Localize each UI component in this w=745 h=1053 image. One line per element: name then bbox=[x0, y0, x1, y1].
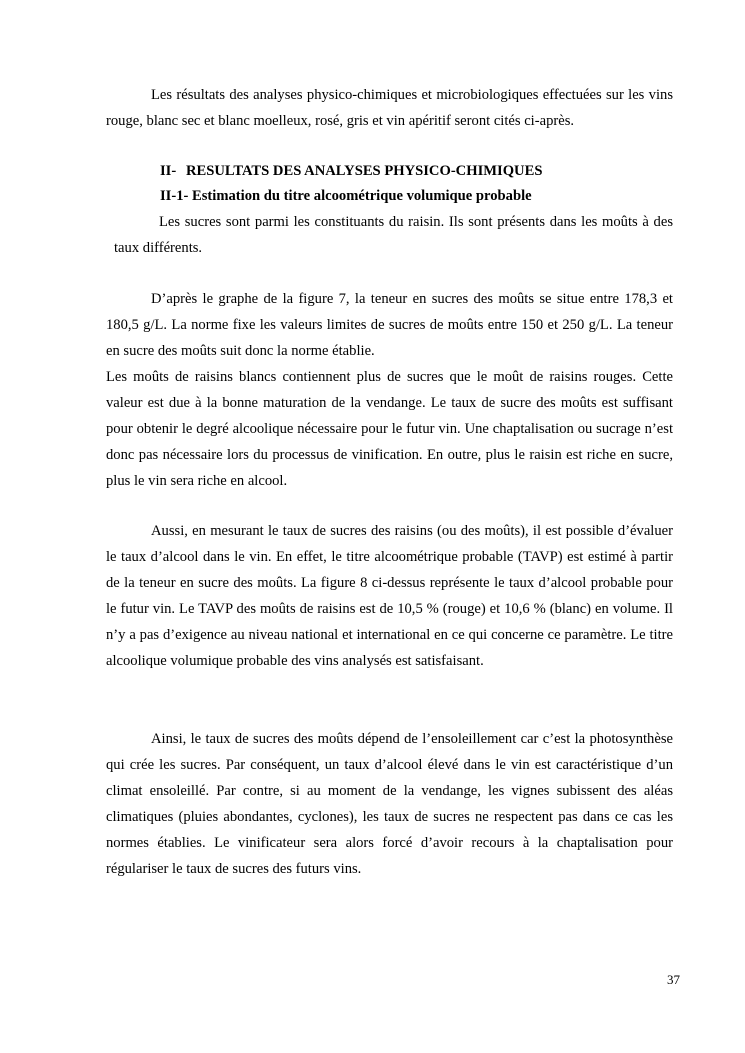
page-number: 37 bbox=[667, 972, 680, 987]
graph-paragraph: D’après le graphe de la figure 7, la teneur en sucres des moûts se situe entre 178,3 et 180,5 g/L. La norme fixe les valeurs limites de sucres de moûts entre 150 et 250 g/L. La teneur en sucre des moûts suit donc la norme établie. bbox=[106, 291, 673, 359]
subsection-heading: II-1- Estimation du titre alcoométrique volumique probable bbox=[160, 188, 532, 204]
section-number: II- bbox=[160, 163, 177, 179]
tavp-paragraph: Aussi, en mesurant le taux de sucres des raisins (ou des moûts), il est possible d’évaluer le taux d’alcool dans le vin. En effet, le titre alcoométrique probable (TAVP) est estimé à partir de la teneur en sucre des moûts. La figure 8 ci-dessus représente le taux d’alcool probable pour le futur vin. Le TAVP des moûts de raisins est de 10,5 % (rouge) et 10,6 % (blanc) en volume. Il n’y a pas d’exigence au niveau national et international en ce qui concerne ce paramètre. Le titre alcoolique volumique probable des vins analysés est satisfaisant. bbox=[106, 523, 673, 669]
white-must-paragraph: Les moûts de raisins blancs contiennent plus de sucres que le moût de raisins rouges. Cette valeur est due à la bonne maturation de la vendange. Le taux de sucre des moûts est suffisant pour obtenir le degré alcoolique nécessaire pour le futur vin. Une chaptalisation ou sucrage n’est donc pas nécessaire lors du processus de vinification. En outre, plus le raisin est riche en sucre, plus le vin sera riche en alcool. bbox=[106, 369, 673, 489]
section-title: RESULTATS DES ANALYSES PHYSICO-CHIMIQUES bbox=[186, 163, 543, 179]
sunshine-paragraph: Ainsi, le taux de sucres des moûts dépend de l’ensoleillement car c’est la photosynthèse qui crée les sucres. Par conséquent, un taux d’alcool élevé dans le vin est caractéristique d’un climat ensoleillé. Par contre, si au moment de la vendange, les vignes subissent des aléas climatiques (pluies abondantes, cyclones), les taux de sucres ne respectent pas dans ce cas les normes établies. Le vinificateur sera alors forcé d’avoir recours à la chaptalisation pour régulariser le taux de sucres des futurs vins. bbox=[106, 731, 673, 877]
sugars-paragraph: Les sucres sont parmi les constituants du raisin. Ils sont présents dans les moûts à des taux différents. bbox=[114, 214, 673, 256]
section-heading bbox=[160, 161, 542, 181]
intro-paragraph: Les résultats des analyses physico-chimiques et microbiologiques effectuées sur les vins rouge, blanc sec et blanc moelleux, rosé, gris et vin apéritif seront cités ci-après. bbox=[106, 87, 673, 129]
